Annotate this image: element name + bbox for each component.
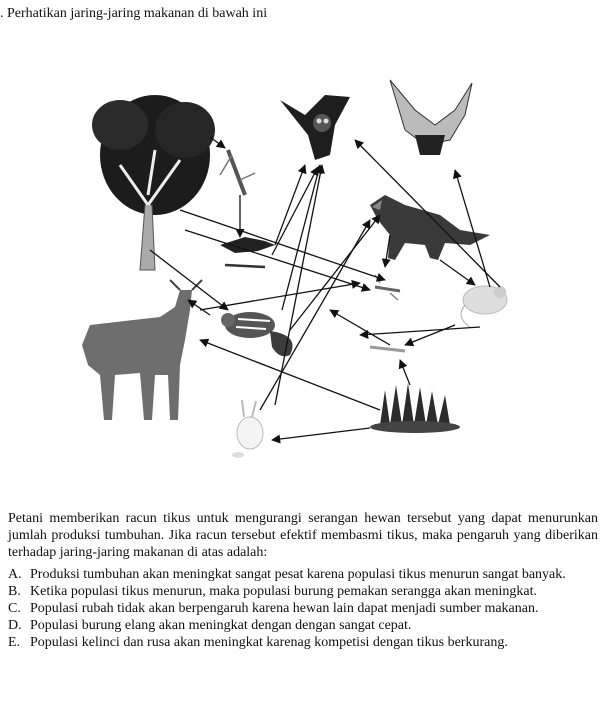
option-text: Produksi tumbuhan akan meningkat sangat pesat karena populasi tikus menurun sangat banyak. — [30, 567, 566, 582]
insect-bird-image — [220, 237, 275, 267]
chipmunk-image — [221, 312, 293, 356]
option-a[interactable] — [8, 566, 598, 583]
small-insect-image — [370, 347, 405, 351]
question-text: Petani memberikan racun tikus untuk mengurangi serangan hewan tersebut yang dapat menurunkan jumlah produksi tumbuhan. Jika racun tersebut efektif membasmi tikus, maka pengaruh yang diberikan terhadap jaring-jaring makanan di atas adalah: — [8, 511, 598, 560]
option-text: Populasi rubah tidak akan berpengaruh karena hewan lain dapat menjadi sumber makanan. — [30, 601, 539, 616]
intro-text: . Perhatikan jaring-jaring makanan di bawah ini — [0, 6, 268, 21]
option-letter: E. — [8, 635, 21, 650]
option-b[interactable] — [8, 583, 598, 600]
option-e[interactable] — [8, 634, 598, 651]
option-c[interactable] — [8, 600, 598, 617]
grasshopper-right-image — [375, 275, 400, 300]
mouse-image — [461, 286, 507, 327]
grasshopper-top-image — [220, 150, 255, 195]
option-text: Ketika populasi tikus menurun, maka populasi burung pemakan serangga akan meningkat. — [30, 584, 537, 599]
rabbit-image — [232, 400, 263, 458]
deer-image — [82, 280, 202, 420]
option-letter: D. — [8, 618, 22, 633]
tree-image — [92, 95, 215, 270]
eagle-image — [390, 80, 472, 155]
option-letter: C. — [8, 601, 21, 616]
option-text: Populasi kelinci dan rusa akan meningkat karenag kompetisi dengan tikus berkurang. — [30, 635, 508, 650]
food-web-diagram — [60, 55, 520, 475]
option-d[interactable] — [8, 617, 598, 634]
option-letter: A. — [8, 567, 22, 582]
option-letter: B. — [8, 584, 21, 599]
option-text: Populasi burung elang akan meningkat dengan dengan sangat cepat. — [30, 618, 412, 633]
owl-image — [280, 95, 350, 160]
grass-image — [370, 383, 460, 433]
answer-options — [8, 566, 598, 651]
